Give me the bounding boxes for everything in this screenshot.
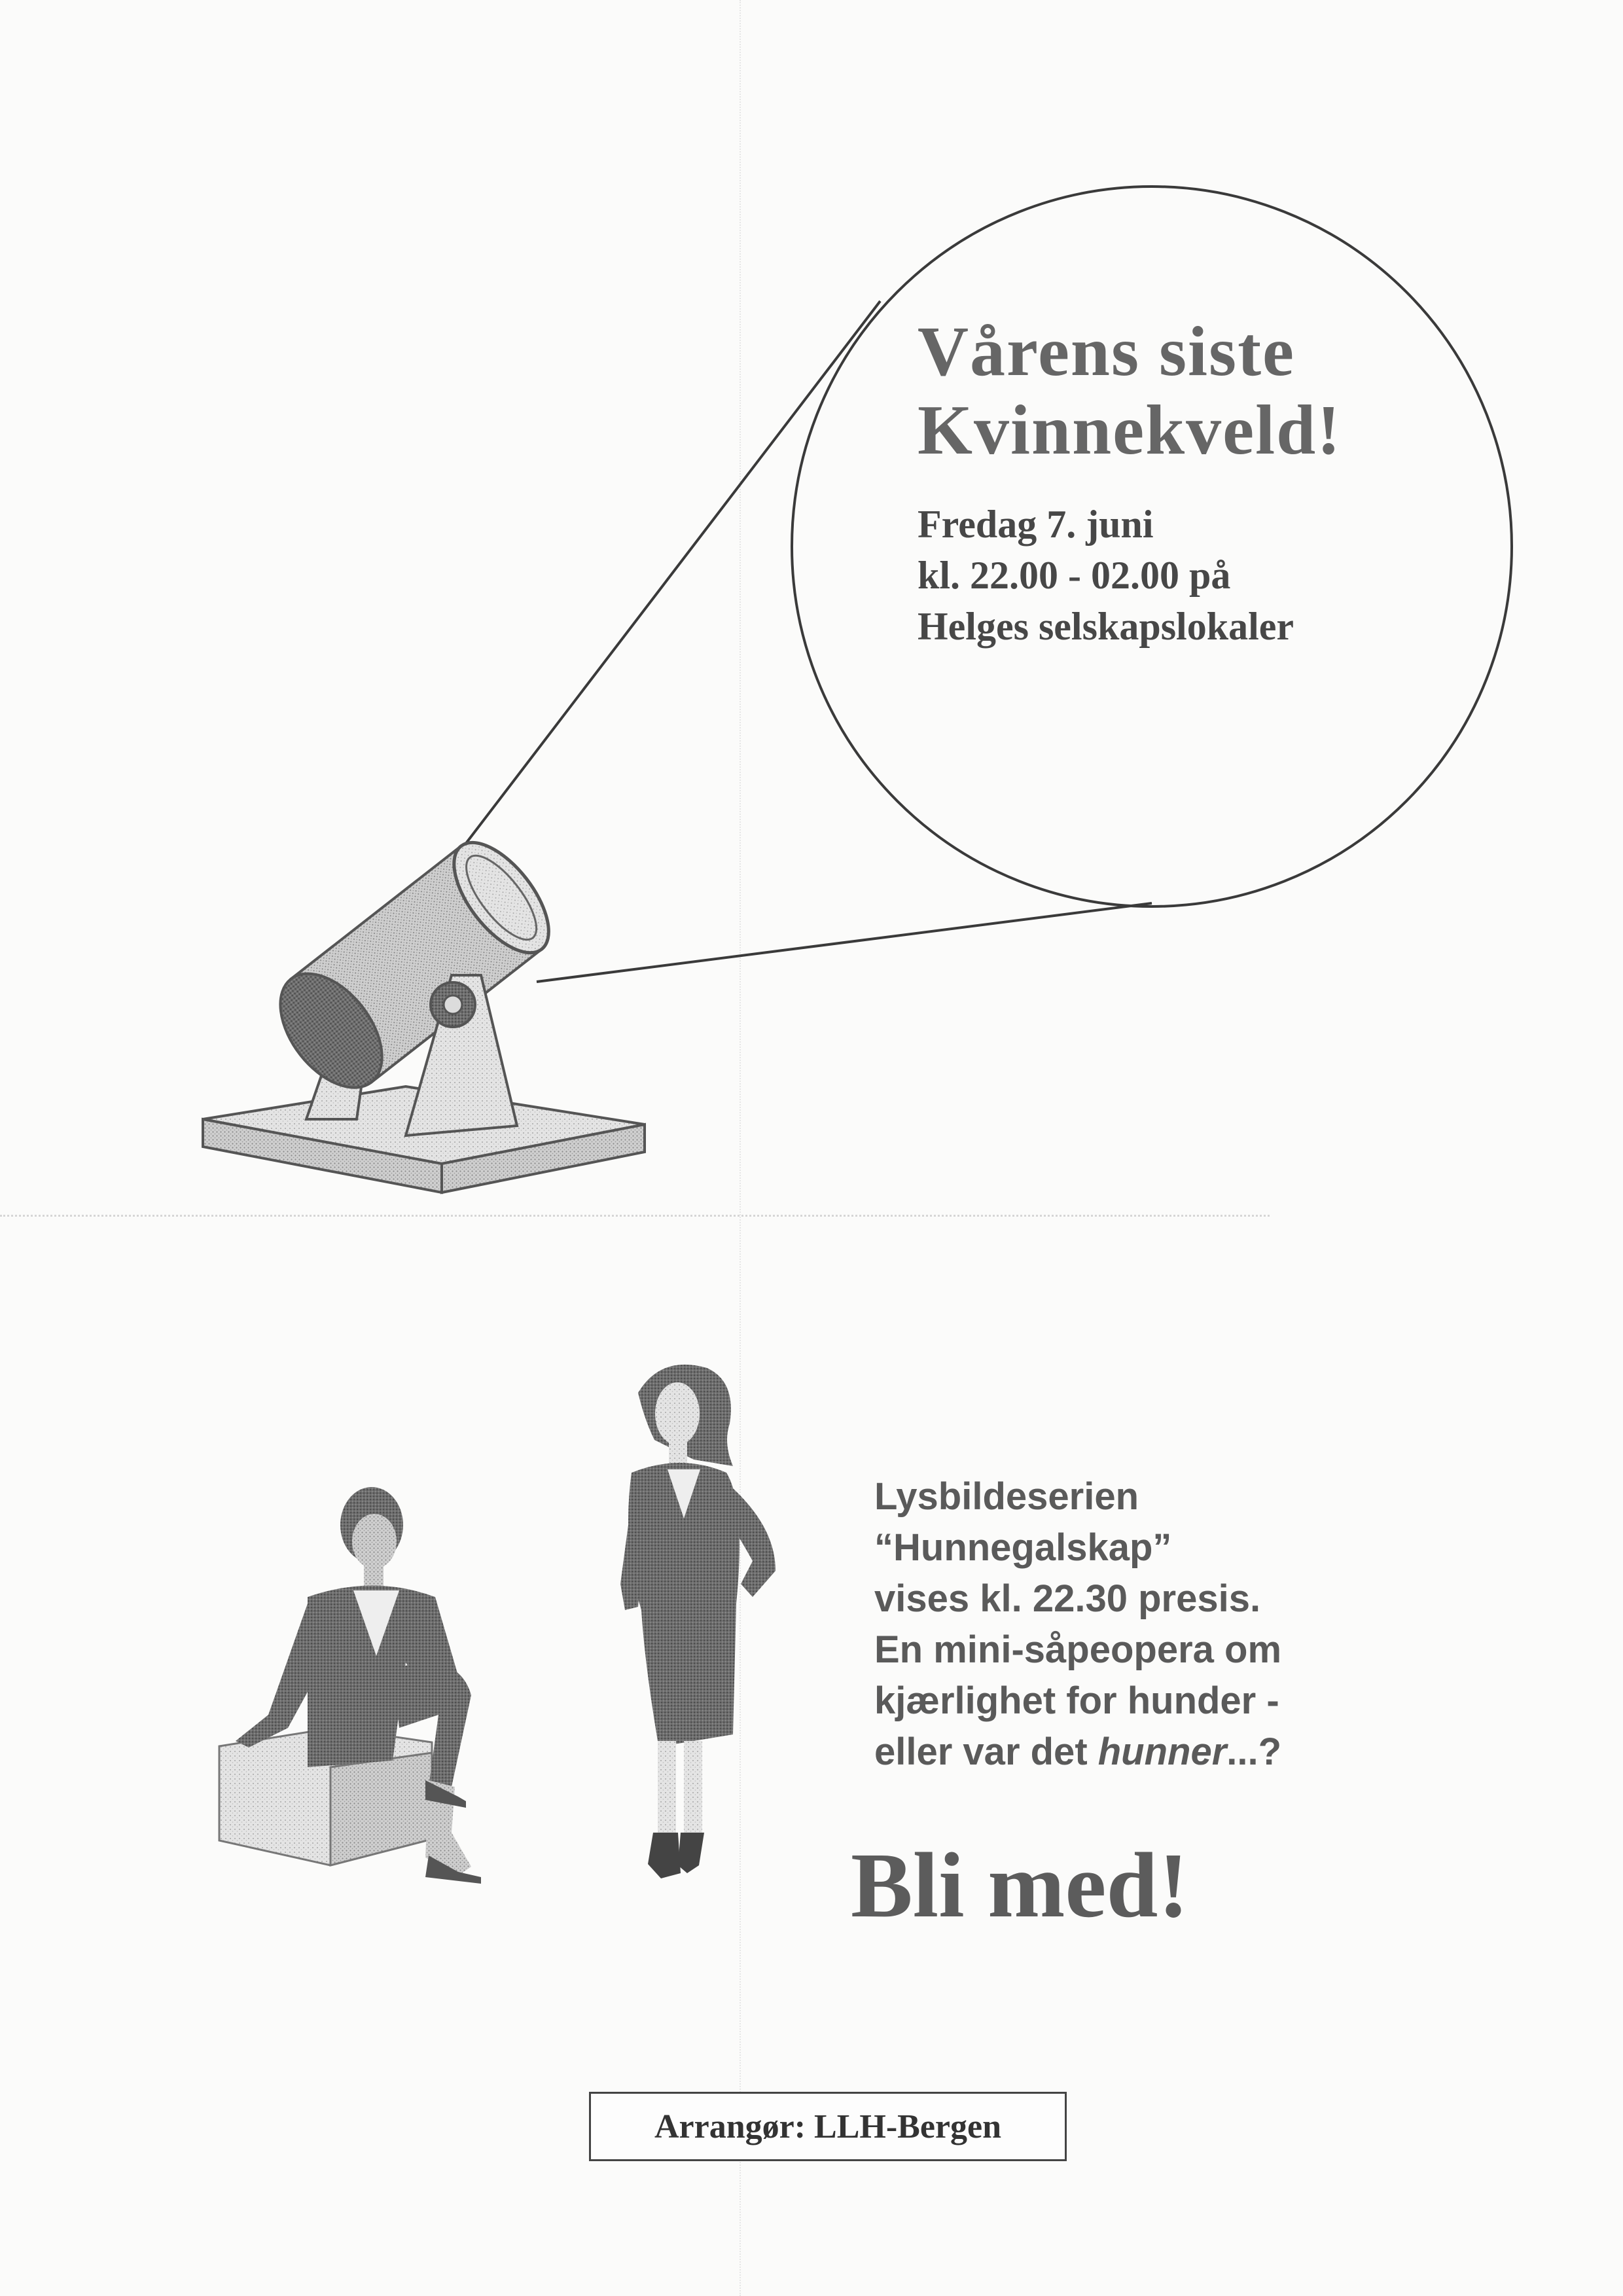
blurb-line-6-prefix: eller var det [874,1731,1098,1773]
blurb-line-6-suffix: ...? [1226,1731,1282,1773]
organizer-box: Arrangør: LLH-Bergen [589,2092,1067,2161]
event-date: Fredag 7. juni [918,503,1154,546]
blurb-line-6-emphasis: hunner [1097,1731,1227,1773]
blurb-line-1: Lysbildeserien [874,1475,1139,1518]
blurb-line-4: En mini-såpeopera om [874,1628,1282,1671]
blurb-line-2: “Hunnegalskap” [874,1526,1172,1569]
spotlight-icon [203,827,645,1193]
blurb-line-5: kjærlighet for hunder - [874,1679,1279,1722]
headline-line-2: Kvinnekveld! [918,391,1342,469]
bubble-content [918,313,1415,652]
standing-woman-icon [620,1365,776,1878]
slideshow-blurb [874,1471,1398,1778]
headline-line-1: Vårens siste [918,313,1295,391]
blurb-line-6 [874,1727,1398,1778]
event-time: kl. 22.00 - 02.00 på [918,554,1231,597]
seated-person-icon [219,1487,481,1884]
call-to-action: Bli med! [851,1833,1189,1937]
blurb-line-3: vises kl. 22.30 presis. [874,1577,1261,1620]
headline [918,313,1415,470]
event-venue: Helges selskapslokaler [918,605,1294,648]
event-details [918,499,1415,652]
